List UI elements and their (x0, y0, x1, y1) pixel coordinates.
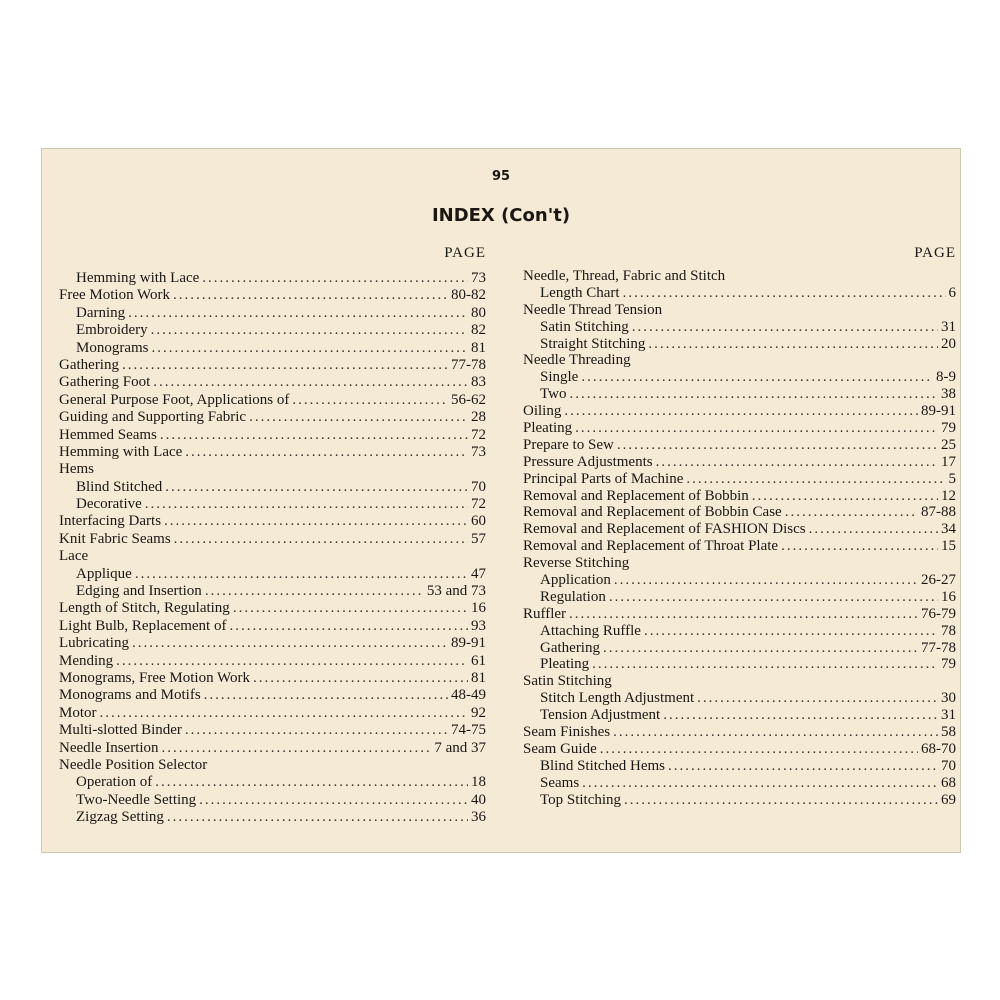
entry-label: Guiding and Supporting Fabric (59, 409, 247, 426)
index-entry (523, 521, 956, 538)
index-entry (523, 336, 956, 353)
entry-label: Application (540, 572, 611, 589)
entry-label: Free Motion Work (59, 287, 171, 304)
entry-label: Length Chart (540, 284, 620, 301)
entry-page-number: 17 (941, 453, 956, 470)
index-entry (59, 392, 486, 409)
entry-page-number: 57 (471, 530, 486, 547)
index-entry (59, 722, 486, 739)
entry-page-number: 53 and 73 (426, 583, 486, 600)
entry-label: Reverse Stitching (523, 555, 630, 572)
entry-label: Needle Thread Tension (523, 301, 663, 318)
index-entry (523, 538, 956, 555)
entry-label: Hemming with Lace (76, 270, 200, 286)
index-entry (523, 555, 956, 572)
index-entry (59, 531, 486, 548)
entry-page-number: 15 (941, 538, 956, 555)
entry-page-number: 12 (941, 487, 956, 504)
entry-label: Interfacing Darts (59, 513, 162, 530)
index-entry (523, 285, 956, 302)
dot-leader (164, 513, 468, 530)
entry-label: Multi-slotted Binder (59, 722, 182, 739)
entry-page-number: 8-9 (936, 369, 956, 386)
dot-leader (582, 775, 938, 792)
entry-label: Light Bulb, Replacement of (59, 617, 227, 634)
entry-label: Embroidery (76, 322, 148, 339)
dot-leader (600, 741, 918, 758)
entry-label: Edging and Insertion (76, 583, 202, 600)
dot-leader (292, 392, 448, 409)
entry-page-number: 79 (941, 656, 956, 673)
page-column-heading-right: PAGE (914, 245, 956, 261)
dot-leader (132, 635, 448, 652)
dot-leader (128, 305, 468, 322)
index-entry (59, 670, 486, 687)
entry-label: Oiling (523, 403, 562, 420)
entry-page-number: 89-91 (921, 403, 956, 420)
index-entry (523, 471, 956, 488)
entry-label: Seams (540, 774, 580, 791)
dot-leader (609, 589, 938, 606)
dot-leader (603, 640, 918, 657)
entry-label: Needle Threading (523, 352, 631, 369)
index-entry (59, 618, 486, 635)
dot-leader (174, 531, 468, 548)
index-entry (59, 287, 486, 304)
entry-page-number: 76-79 (921, 605, 956, 622)
index-entry (523, 606, 956, 623)
entry-page-number: 47 (471, 565, 486, 582)
entry-page-number: 68-70 (921, 740, 956, 757)
dot-leader (644, 623, 938, 640)
entry-page-number: 89-91 (451, 635, 486, 652)
index-entry (59, 513, 486, 530)
page-column-heading-left: PAGE (444, 245, 486, 261)
index-list-right (523, 268, 956, 809)
entry-page-number: 34 (941, 521, 956, 538)
index-entry (523, 420, 956, 437)
entry-label: Hemming with Lace (59, 443, 183, 460)
entry-page-number: 78 (941, 622, 956, 639)
dot-leader (233, 600, 468, 617)
entry-label: Motor (59, 704, 97, 721)
entry-page-number: 73 (471, 270, 486, 286)
entry-label: Seam Finishes (523, 724, 611, 741)
entry-page-number: 83 (471, 374, 486, 391)
entry-page-number: 81 (471, 339, 486, 356)
dot-leader (173, 287, 448, 304)
index-entry (59, 757, 486, 774)
entry-label: Regulation (540, 588, 606, 605)
entry-page-number: 48-49 (451, 687, 486, 704)
entry-label: Removal and Replacement of Bobbin Case (523, 504, 782, 521)
dot-leader (781, 538, 938, 555)
entry-label: Monograms and Motifs (59, 687, 201, 704)
index-entry (523, 488, 956, 505)
dot-leader (648, 336, 938, 353)
entry-label: Needle Insertion (59, 739, 159, 756)
dot-leader (145, 496, 468, 513)
entry-label: Pleating (540, 656, 590, 673)
entry-label: Lubricating (59, 635, 129, 652)
entry-label: Two (540, 386, 567, 403)
dot-leader (564, 403, 918, 420)
entry-label: Darning (76, 304, 126, 321)
entry-page-number: 58 (941, 724, 956, 741)
entry-label: Pleating (523, 420, 573, 437)
dot-leader (204, 687, 448, 704)
entry-label: Seam Guide (523, 740, 597, 757)
index-entry (59, 635, 486, 652)
entry-label: Ruffler (523, 605, 567, 622)
index-entry (523, 724, 956, 741)
dot-leader (116, 653, 468, 670)
entry-page-number: 25 (941, 436, 956, 453)
dot-leader (205, 583, 424, 600)
page-title: INDEX (Con't) (431, 205, 571, 226)
index-entry (523, 792, 956, 809)
index-entry (59, 809, 486, 826)
dot-leader (663, 707, 938, 724)
index-entry (59, 461, 486, 478)
dot-leader (199, 792, 468, 809)
dot-leader (167, 809, 468, 826)
index-entry (523, 268, 956, 285)
entry-label: Knit Fabric Seams (59, 530, 171, 547)
dot-leader (575, 420, 938, 437)
entry-label: Gathering Foot (59, 374, 151, 391)
entry-label: Gathering (59, 356, 119, 373)
index-entry (523, 690, 956, 707)
entry-label: Blind Stitched (76, 478, 163, 495)
index-entry (523, 319, 956, 336)
index-entry (523, 403, 956, 420)
entry-page-number: 31 (941, 707, 956, 724)
entry-label: Operation of (76, 774, 153, 791)
dot-leader (581, 369, 933, 386)
dot-leader (809, 521, 938, 538)
entry-label: Needle, Thread, Fabric and Stitch (523, 268, 726, 284)
index-entry (59, 322, 486, 339)
index-entry (523, 437, 956, 454)
dot-leader (155, 774, 468, 791)
index-entry (59, 305, 486, 322)
index-entry (523, 386, 956, 403)
entry-page-number: 56-62 (451, 391, 486, 408)
entry-label: Tension Adjustment (540, 707, 661, 724)
dot-leader (153, 374, 468, 391)
entry-page-number: 20 (941, 335, 956, 352)
index-entry (523, 656, 956, 673)
entry-label: Hems (59, 461, 94, 478)
index-entry (523, 454, 956, 471)
entry-label: Pressure Adjustments (523, 453, 653, 470)
entry-page-number: 73 (471, 443, 486, 460)
entry-label: Satin Stitching (540, 318, 629, 335)
index-entry (523, 707, 956, 724)
entry-page-number: 72 (471, 426, 486, 443)
entry-page-number: 68 (941, 774, 956, 791)
index-column-right (523, 244, 956, 809)
page-number: 95 (491, 169, 511, 184)
index-entry (59, 792, 486, 809)
index-entry (523, 623, 956, 640)
entry-label: Monograms, Free Motion Work (59, 669, 251, 686)
entry-page-number: 30 (941, 690, 956, 707)
entry-page-number: 87-88 (921, 504, 956, 521)
dot-leader (100, 705, 469, 722)
dot-leader (202, 270, 468, 287)
index-entry (523, 572, 956, 589)
dot-leader (656, 454, 938, 471)
entry-label: Principal Parts of Machine (523, 470, 684, 487)
index-entry (523, 589, 956, 606)
entry-page-number: 40 (471, 791, 486, 808)
index-entry (59, 340, 486, 357)
dot-leader (785, 504, 918, 521)
dot-leader (122, 357, 448, 374)
entry-label: Removal and Replacement of Bobbin (523, 487, 749, 504)
entry-page-number: 38 (941, 386, 956, 403)
index-entry (523, 504, 956, 521)
entry-page-number: 69 (941, 791, 956, 808)
entry-page-number: 72 (471, 496, 486, 513)
index-column-left (59, 244, 486, 827)
entry-page-number: 26-27 (921, 572, 956, 589)
entry-label: Straight Stitching (540, 335, 646, 352)
entry-page-number: 92 (471, 704, 486, 721)
entry-label: Lace (59, 548, 89, 565)
index-entry (59, 600, 486, 617)
entry-label: Zigzag Setting (76, 809, 164, 826)
index-entry (59, 740, 486, 757)
dot-leader (752, 488, 938, 505)
entry-label: Mending (59, 652, 114, 669)
index-entry (59, 444, 486, 461)
entry-page-number: 93 (471, 617, 486, 634)
index-entry (59, 357, 486, 374)
entry-page-number: 36 (471, 809, 486, 826)
dot-leader (253, 670, 468, 687)
entry-label: Stitch Length Adjustment (540, 690, 695, 707)
entry-label: Satin Stitching (523, 673, 612, 690)
index-entry (59, 548, 486, 565)
entry-label: Attaching Ruffle (540, 622, 641, 639)
index-entry (59, 479, 486, 496)
entry-page-number: 80-82 (451, 287, 486, 304)
entry-page-number: 80 (471, 304, 486, 321)
index-entry (59, 653, 486, 670)
index-entry (59, 374, 486, 391)
index-entry (59, 774, 486, 791)
dot-leader (165, 479, 468, 496)
entry-page-number: 7 and 37 (434, 739, 486, 756)
index-entry (523, 640, 956, 657)
entry-page-number: 16 (471, 600, 486, 617)
entry-label: Blind Stitched Hems (540, 757, 665, 774)
entry-label: Removal and Replacement of Throat Plate (523, 538, 779, 555)
index-entry (59, 705, 486, 722)
dot-leader (135, 566, 468, 583)
dot-leader (569, 606, 918, 623)
entry-label: Prepare to Sew (523, 436, 614, 453)
dot-leader (624, 792, 938, 809)
entry-page-number: 6 (948, 284, 956, 301)
index-page (41, 148, 961, 853)
dot-leader (160, 427, 468, 444)
entry-page-number: 28 (471, 409, 486, 426)
entry-page-number: 77-78 (451, 356, 486, 373)
dot-leader (152, 340, 469, 357)
entry-page-number: 31 (941, 318, 956, 335)
entry-label: Needle Position Selector (59, 756, 208, 773)
dot-leader (613, 724, 938, 741)
index-entry (523, 775, 956, 792)
index-entry (523, 741, 956, 758)
index-entry (59, 566, 486, 583)
index-entry (59, 427, 486, 444)
entry-page-number: 79 (941, 420, 956, 437)
dot-leader (569, 386, 938, 403)
entry-page-number: 81 (471, 669, 486, 686)
entry-label: General Purpose Foot, Applications of (59, 391, 290, 408)
dot-leader (614, 572, 918, 589)
index-entry (523, 369, 956, 386)
entry-page-number: 16 (941, 588, 956, 605)
dot-leader (668, 758, 938, 775)
entry-page-number: 74-75 (451, 722, 486, 739)
index-entry (59, 270, 486, 287)
entry-label: Applique (76, 565, 132, 582)
entry-label: Top Stitching (540, 791, 622, 808)
index-entry (523, 758, 956, 775)
entry-page-number: 82 (471, 322, 486, 339)
entry-label: Monograms (76, 339, 149, 356)
entry-page-number: 18 (471, 774, 486, 791)
dot-leader (697, 690, 938, 707)
entry-label: Gathering (540, 639, 600, 656)
index-entry (59, 496, 486, 513)
index-entry (523, 302, 956, 319)
dot-leader (592, 656, 938, 673)
dot-leader (162, 740, 432, 757)
entry-label: Length of Stitch, Regulating (59, 600, 230, 617)
entry-page-number: 61 (471, 652, 486, 669)
entry-page-number: 60 (471, 513, 486, 530)
dot-leader (185, 722, 448, 739)
entry-label: Single (540, 369, 579, 386)
index-entry (59, 409, 486, 426)
dot-leader (249, 409, 468, 426)
entry-label: Removal and Replacement of FASHION Discs (523, 521, 806, 538)
entry-page-number: 5 (948, 470, 956, 487)
dot-leader (617, 437, 938, 454)
entry-page-number: 70 (941, 757, 956, 774)
dot-leader (185, 444, 468, 461)
dot-leader (686, 471, 945, 488)
index-entry (59, 583, 486, 600)
entry-page-number: 77-78 (921, 639, 956, 656)
entry-label: Decorative (76, 496, 142, 513)
entry-label: Two-Needle Setting (76, 791, 197, 808)
entry-page-number: 70 (471, 478, 486, 495)
index-list-left (59, 270, 486, 827)
index-entry (523, 673, 956, 690)
dot-leader (623, 285, 946, 302)
dot-leader (632, 319, 938, 336)
dot-leader (229, 618, 468, 635)
dot-leader (151, 322, 468, 339)
entry-label: Hemmed Seams (59, 426, 157, 443)
index-entry (59, 687, 486, 704)
index-entry (523, 352, 956, 369)
